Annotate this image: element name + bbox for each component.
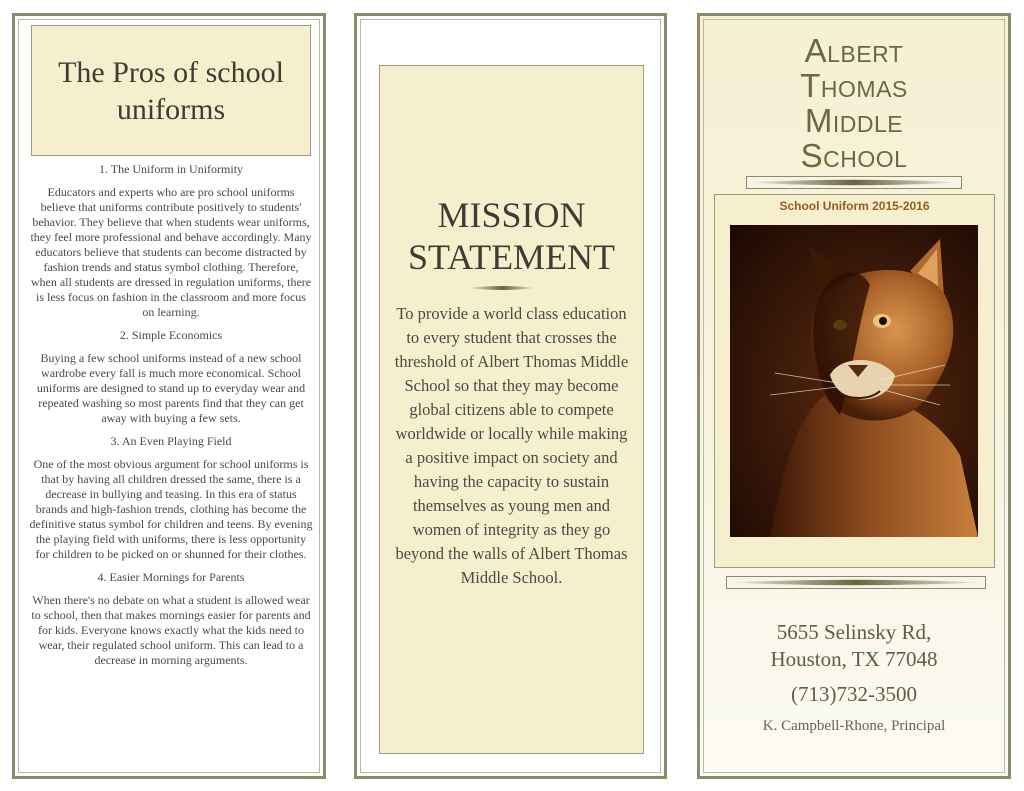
pro-body-3: One of the most obvious argument for school uniforms is that by having all children dressed the same, there is a decrease in bullying and teasing. In this era of status brands and high-fashion trends, clothing has become the definitive status symbol for children and teens. By evening the playing field with uniforms, there is less opportunity for children to be picked on or shunned for their clothes. — [29, 457, 313, 561]
pro-heading-4: 4. Easier Mornings for Parents — [97, 570, 245, 584]
left-panel — [12, 13, 326, 779]
divider-ornament-icon — [468, 285, 536, 291]
school-name-line4: School — [800, 137, 908, 174]
divider-bar-icon — [726, 576, 986, 589]
mission-box — [379, 65, 644, 754]
school-name-line2: Thomas — [800, 67, 908, 104]
pro-body-1: Educators and experts who are pro school uniforms believe that uniforms contribute positively to students' behavior. They believe that when students wear uniforms, they feel more professional and behave accordingly. Many educators believe that students can become distracted by fashion trends and status symbol clothing. Therefore, when all students are dressed in regulation uniforms, there is less focus on fashion in the classroom and more focus on learning. — [30, 185, 312, 319]
pro-heading-3: 3. An Even Playing Field — [110, 434, 232, 448]
pros-title: The Pros of school uniforms — [58, 55, 284, 126]
address-line1: 5655 Selinsky Rd, — [776, 620, 932, 644]
mission-title-line2: STATEMENT — [407, 237, 616, 277]
pros-title-box — [31, 25, 311, 156]
school-name-line3: Middle — [804, 102, 904, 139]
phone-number: (713)732-3500 — [791, 682, 917, 706]
mission-text: To provide a world class education to every student that crosses the threshold of Albert Thomas Middle School so that they may become global citizens able to compete worldwide or locally while making a positive impact on society and having the capacity to sustain themselves as young men and women of integrity as they go beyond the walls of Albert Thomas Middle School. — [394, 304, 629, 587]
photo-box — [714, 194, 995, 568]
pros-list — [29, 162, 313, 676]
pro-body-2: Buying a few school uniforms instead of a new school wardrobe every fall is much more economical. School uniforms are designed to stand up to everyday wear and repeated washing so most parents find that they can get away with buying a few sets. — [36, 351, 306, 425]
mission-title-line1: MISSION — [437, 195, 586, 235]
school-name-line1: Albert — [804, 32, 904, 69]
middle-panel — [354, 13, 667, 779]
uniform-year: School Uniform 2015-2016 — [779, 199, 930, 213]
principal-name: K. Campbell-Rhone, Principal — [762, 718, 946, 734]
school-name — [700, 33, 1008, 173]
pro-heading-2: 2. Simple Economics — [119, 328, 223, 342]
mission-title — [380, 194, 643, 278]
pro-body-4: When there's no debate on what a student is allowed wear to school, then that makes mornings easier for parents and for kids. Everyone knows exactly what the kids need to wear, their regulated school uniform. This can lead to a decrease in morning arguments. — [31, 593, 311, 667]
address-line2: Houston, TX 77048 — [770, 647, 938, 671]
cougar-photo-icon — [730, 225, 978, 537]
right-panel — [697, 13, 1011, 779]
divider-bar-icon — [746, 176, 962, 189]
pro-heading-1: 1. The Uniform in Uniformity — [98, 162, 244, 176]
